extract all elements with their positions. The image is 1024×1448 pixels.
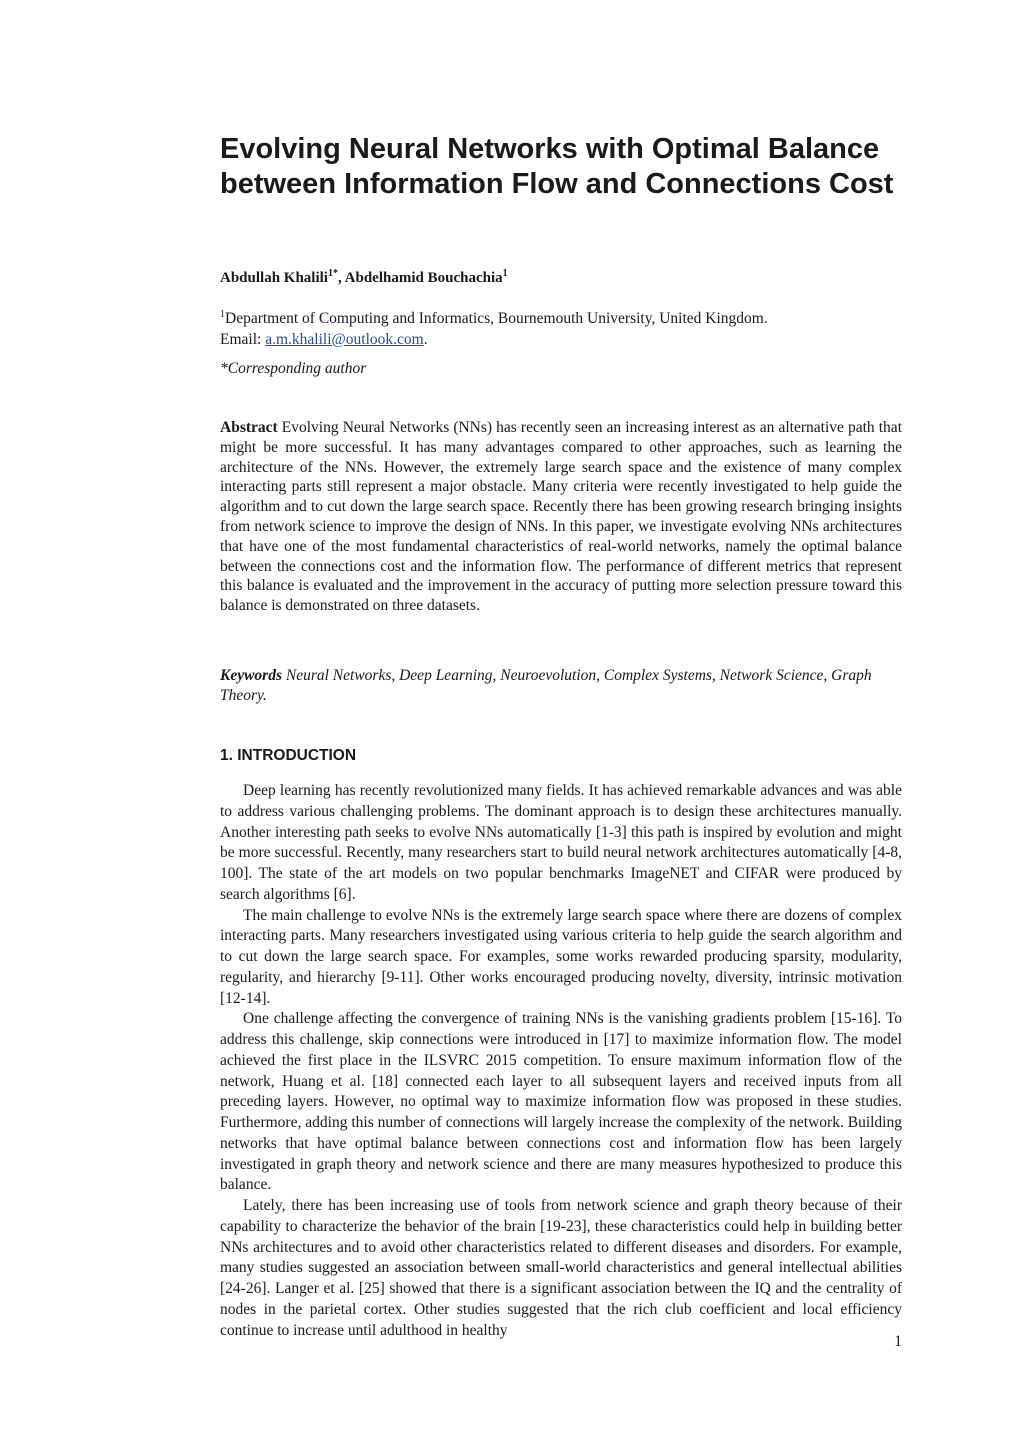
- paper-title: Evolving Neural Networks with Optimal Balance between Information Flow and Connections Cost: [220, 133, 894, 200]
- body-paragraph: The main challenge to evolve NNs is the extremely large search space where there are dozens of complex interacting parts. Many researchers investigated using various criteria to help guide the search algorithm and to cut down the large search space. For examples, some works rewarded producing sparsity, modularity, regularity, and hierarchy [9-11]. Other works encouraged producing novelty, diversity, intrinsic motivation [12-14].: [220, 906, 902, 1007]
- body-paragraph: Deep learning has recently revolutionized many fields. It has achieved remarkable advances and was able to address various challenging problems. The dominant approach is to design these architectures manually. Another interesting path seeks to evolve NNs automatically [1-3] this path is inspired by evolution and might be more successful. Recently, many researchers start to build neural network architectures automatically [4-8, 100]. The state of the art models on two popular benchmarks ImageNET and CIFAR were produced by search algorithms [6].: [220, 782, 902, 903]
- email-line: [220, 329, 910, 350]
- section-heading-introduction: 1. INTRODUCTION: [220, 747, 357, 764]
- affiliation-line: [220, 308, 910, 329]
- author-name: Abdullah Khalili: [220, 270, 328, 286]
- keywords-text: Neural Networks, Deep Learning, Neuroevolution, Complex Systems, Network Science, Graph Theory.: [220, 667, 872, 704]
- abstract-text: Evolving Neural Networks (NNs) has recently seen an increasing interest as an alternative path that might be more successful. It has many advantages compared to other approaches, such as learning the architecture of the NNs. However, the extremely large search space and the existence of many complex interacting parts still represent a major obstacle. Many criteria were recently investigated to help guide the algorithm and to cut down the large search space. Recently there has been growing research bringing insights from network science to improve the design of NNs. In this paper, we investigate evolving NNs architectures that have one of the most fundamental characteristics of real-world networks, namely the optimal balance between the connections cost and the information flow. The performance of different metrics that represent this balance is evaluated and the improvement in the accuracy of putting more selection pressure toward this balance is demonstrated on three datasets.: [220, 419, 902, 615]
- affiliation-text: Department of Computing and Informatics, Bournemouth University, United Kingdom.: [225, 310, 768, 327]
- abstract-label: Abstract: [220, 419, 278, 436]
- body-paragraph: One challenge affecting the convergence of training NNs is the vanishing gradients problem [15-16]. To address this challenge, skip connections were introduced in [17] to maximize information flow. The model achieved the first place in the ILSVRC 2015 competition. To ensure maximum information flow of the network, Huang et al. [18] connected each layer to all subsequent layers and received inputs from all preceding layers. However, no optimal way to maximize information flow was proposed in these studies. Furthermore, adding this number of connections will largely increase the complexity of the network. Building networks that have optimal balance between connections cost and information flow has been largely investigated in graph theory and network science and there are many measures hypothesized to produce this balance.: [220, 1010, 902, 1194]
- introduction-body: [220, 781, 902, 1341]
- keywords-label: Keywords: [220, 667, 282, 684]
- author-affiliation-marker: 1: [502, 268, 508, 279]
- abstract: [220, 418, 902, 616]
- body-paragraph: Lately, there has been increasing use of tools from network science and graph theory because of their capability to characterize the behavior of the brain [19-23], these characteristics could help in building better NNs architectures and to avoid other characteristics related to different diseases and disorders. For example, many studies suggested an association between small-world characteristics and general intellectual abilities [24-26]. Langer et al. [25] showed that there is a significant association between the IQ and the centrality of nodes in the parietal cortex. Other studies suggested that the rich club coefficient and local efficiency continue to increase until adulthood in healthy: [220, 1197, 902, 1339]
- affiliation-block: [220, 308, 910, 350]
- email-label: Email:: [220, 331, 266, 348]
- affiliation-marker: 1: [220, 308, 225, 320]
- author-affiliation-marker: 1*: [327, 268, 338, 279]
- author-separator: ,: [337, 270, 345, 286]
- corresponding-author-note: *Corresponding author: [220, 360, 367, 377]
- email-suffix: .: [423, 331, 428, 348]
- author-name: Abdelhamid Bouchachia: [344, 270, 503, 286]
- keywords: [220, 666, 902, 706]
- author-list: [220, 268, 910, 288]
- page-number: 1: [894, 1333, 902, 1350]
- email-link[interactable]: a.m.khalili@outlook.com: [265, 331, 424, 348]
